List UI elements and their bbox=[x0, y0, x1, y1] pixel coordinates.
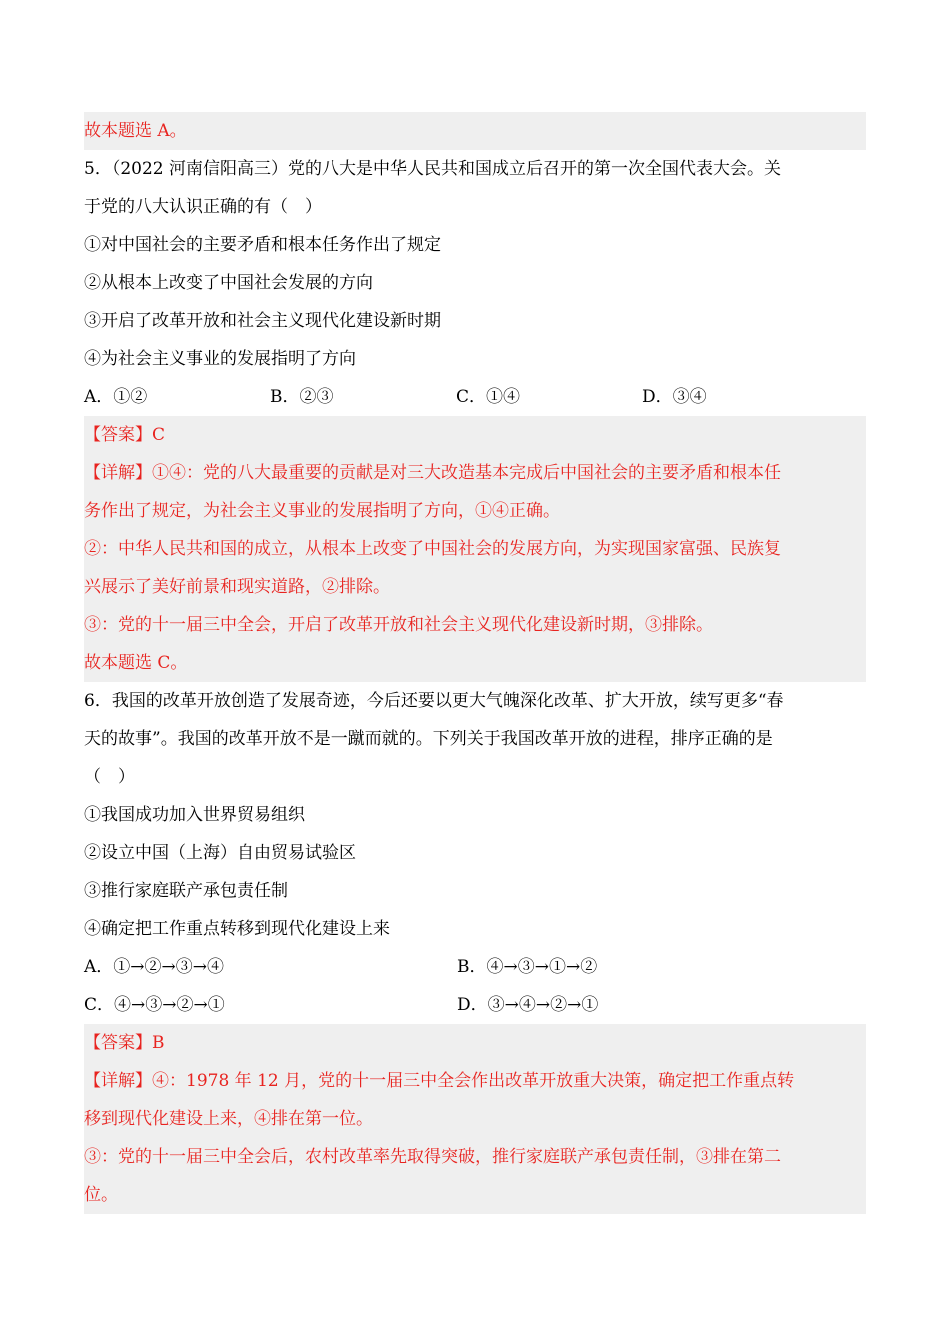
q6-explanation-line-2: 移到现代化建设上来，④排在第一位。 bbox=[84, 1109, 373, 1129]
q6-stem-line-3: （ ） bbox=[84, 767, 135, 787]
prev-conclusion: 故本题选 A。 bbox=[84, 112, 866, 150]
q5-explanation-line-5: ③：党的十一届三中全会，开启了改革开放和社会主义现代化建设新时期，③排除。 bbox=[84, 615, 713, 635]
q6-statement-3: ③推行家庭联产承包责任制 bbox=[84, 881, 288, 901]
q5-statement-3: ③开启了改革开放和社会主义现代化建设新时期 bbox=[84, 311, 441, 331]
q6-option-d: D．③→④→②→① bbox=[457, 995, 599, 1015]
q6-answer-block bbox=[84, 1024, 866, 1214]
q5-explanation-line-1: 【详解】①④：党的八大最重要的贡献是对三大改造基本完成后中国社会的主要矛盾和根本任 bbox=[84, 463, 781, 483]
document-page bbox=[84, 112, 866, 1214]
q5-options bbox=[84, 378, 866, 416]
q5-statement-1: ①对中国社会的主要矛盾和根本任务作出了规定 bbox=[84, 235, 441, 255]
q5-explanation-line-4: 兴展示了美好前景和现实道路，②排除。 bbox=[84, 577, 390, 597]
q5-explanation-line-2: 务作出了规定，为社会主义事业的发展指明了方向，①④正确。 bbox=[84, 501, 560, 521]
q5-conclusion: 故本题选 C。 bbox=[84, 653, 188, 673]
q6-options-row-1 bbox=[84, 948, 866, 986]
q5-answer-block bbox=[84, 416, 866, 682]
q5-option-b: B．②③ bbox=[270, 387, 334, 407]
q5-stem-line-1: 5．（2022 河南信阳高三）党的八大是中华人民共和国成立后召开的第一次全国代表大会。关 bbox=[84, 159, 781, 179]
q6-stem-line-2: 天的故事”。我国的改革开放不是一蹴而就的。下列关于我国改革开放的进程，排序正确的是 bbox=[84, 729, 773, 749]
q6-explanation-line-1: 【详解】④：1978 年 12 月，党的十一届三中全会作出改革开放重大决策，确定把工作重点转 bbox=[84, 1071, 795, 1091]
q5-stem-line-2: 于党的八大认识正确的有（ ） bbox=[84, 197, 322, 217]
q6-statement-2: ②设立中国（上海）自由贸易试验区 bbox=[84, 843, 356, 863]
q5-option-c: C．①④ bbox=[456, 387, 521, 407]
q6-statement-1: ①我国成功加入世界贸易组织 bbox=[84, 805, 305, 825]
q6-stem-line-1: 6．我国的改革开放创造了发展奇迹，今后还要以更大气魄深化改革、扩大开放，续写更多“春 bbox=[84, 691, 784, 711]
q6-explanation-line-3: ③：党的十一届三中全会后，农村改革率先取得突破，推行家庭联产承包责任制，③排在第二 bbox=[84, 1147, 781, 1167]
q5-statement-2: ②从根本上改变了中国社会发展的方向 bbox=[84, 273, 373, 293]
q6-options-row-2 bbox=[84, 986, 866, 1024]
q6-statement-4: ④确定把工作重点转移到现代化建设上来 bbox=[84, 919, 390, 939]
q6-option-a: A．①→②→③→④ bbox=[84, 957, 225, 977]
question-6 bbox=[84, 682, 866, 1214]
q5-explanation-line-3: ②：中华人民共和国的成立，从根本上改变了中国社会的发展方向，为实现国家富强、民族复 bbox=[84, 539, 781, 559]
q6-option-c: C．④→③→②→① bbox=[84, 995, 225, 1015]
q6-explanation-line-4: 位。 bbox=[84, 1185, 118, 1205]
question-5 bbox=[84, 150, 866, 682]
q6-answer: 【答案】B bbox=[84, 1033, 165, 1053]
q5-answer: 【答案】C bbox=[84, 425, 166, 445]
q6-option-b: B．④→③→①→② bbox=[457, 957, 598, 977]
q5-statement-4: ④为社会主义事业的发展指明了方向 bbox=[84, 349, 356, 369]
q5-option-d: D．③④ bbox=[642, 387, 707, 407]
q5-option-a: A．①② bbox=[84, 387, 148, 407]
